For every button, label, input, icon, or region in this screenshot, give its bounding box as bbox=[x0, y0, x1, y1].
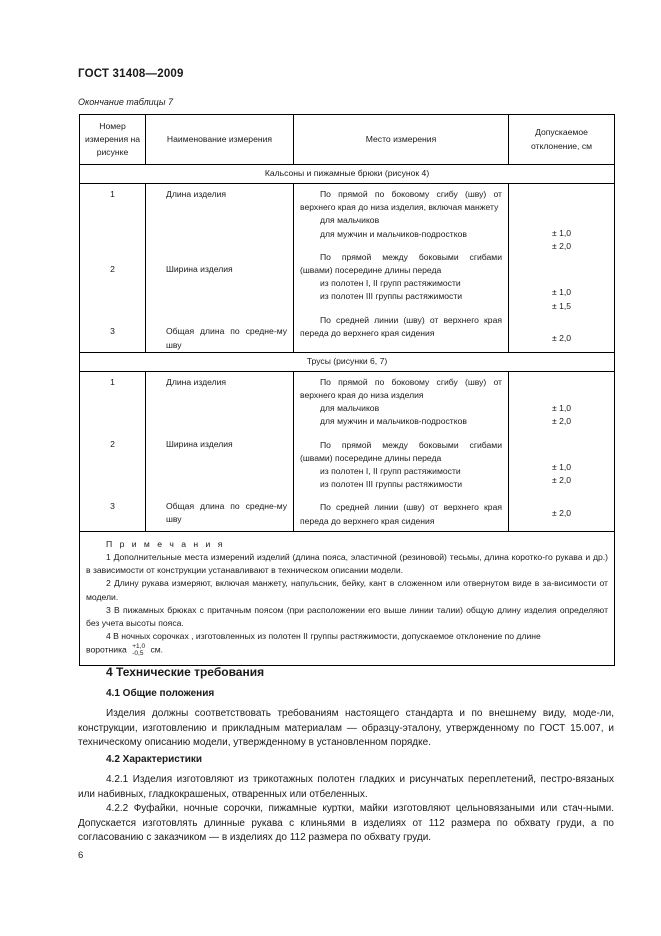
measure-subitem: из полотен III группы растяжимости bbox=[320, 291, 463, 302]
note-item: 3 В пижамных брюках с притачным поясом (при расположении его выше линии талии) общую длину изделия определяют без учета высоты пояса. bbox=[86, 604, 608, 629]
measure-number: 3 bbox=[110, 501, 115, 512]
tolerance: ± 2,0 bbox=[551, 416, 572, 427]
measure-number: 1 bbox=[110, 189, 115, 199]
measure-number: 1 bbox=[110, 376, 115, 387]
standard-header: ГОСТ 31408—2009 bbox=[78, 68, 184, 80]
note-item: 4 В ночных сорочках , изготовленных из полотен II группы растяжимости, допускаемое отклонение по длине bbox=[106, 631, 541, 642]
notes-title: П р и м е ч а н и я bbox=[106, 538, 225, 549]
measure-subitem: для мальчиков bbox=[320, 215, 380, 226]
page-number: 6 bbox=[78, 850, 84, 861]
table-header-row bbox=[80, 115, 615, 165]
tolerance: ± 2,0 bbox=[551, 332, 572, 343]
note-item: 1 Дополнительные места измерений изделий (длина пояса, эластичной (резиновой) тесьмы, длина коротко-го рукава и др.) в зависимости от конструкции устанавливают в техническом описании модели. bbox=[86, 552, 608, 576]
table-notes bbox=[80, 532, 614, 666]
section-title: Трусы (рисунки 6, 7) bbox=[80, 352, 615, 371]
table-caption: Окончание таблицы 7 bbox=[78, 97, 173, 107]
section-heading: 4 Технические требования bbox=[106, 665, 265, 679]
measure-subitem: для мальчиков bbox=[320, 403, 380, 414]
measure-number: 3 bbox=[110, 326, 115, 337]
note-item: 2 Длину рукава измеряют, включая манжету, напульсник, бейку, кант в сложенном или отвернутом виде в за-висимости от модели. bbox=[86, 578, 608, 602]
measure-place: По средней линии (шву) от верхнего края переда до верхнего края сидения bbox=[300, 314, 502, 338]
measure-name: Длина изделия bbox=[166, 376, 227, 387]
tolerance: ± 1,0 bbox=[551, 462, 572, 473]
paragraph: Изделия должны соответствовать требованиям настоящего стандарта и по внешнему виду, моде-ли, конструкции, изготовлению и прикладным материалам — образцу-эталону, утвержденному по ГОСТ 15.007, и техническому описанию модели, утвержденному в установленном порядке. bbox=[78, 708, 614, 748]
tolerance: ± 1,5 bbox=[551, 300, 572, 311]
measure-place: По прямой между боковыми сгибами (швами) посередине длины переда bbox=[300, 251, 502, 276]
tolerance-fraction: +1,0 -0,5 bbox=[132, 643, 146, 658]
measure-place: По прямой по боковому сгибу (шву) от верхнего края до низа изделия bbox=[300, 376, 502, 401]
table-row bbox=[80, 371, 615, 531]
measure-number: 2 bbox=[110, 439, 115, 450]
column-header: Допускаемое отклонение, см bbox=[509, 115, 615, 165]
notes-row bbox=[80, 531, 615, 666]
measure-name: Длина изделия bbox=[166, 189, 227, 199]
measure-place: По прямой по боковому сгибу (шву) от верхнего края до низа изделия, включая манжету bbox=[300, 189, 502, 213]
measure-subitem: для мужчин и мальчиков-подростков bbox=[320, 228, 467, 239]
measure-subitem: из полотен I, II групп растяжимости bbox=[320, 278, 461, 289]
column-header: Наименование измерения bbox=[146, 115, 294, 165]
measure-place: По прямой между боковыми сгибами (швами) посередине длины переда bbox=[300, 439, 502, 463]
measure-subitem: для мужчин и мальчиков-подростков bbox=[320, 416, 467, 427]
tolerance: ± 1,0 bbox=[551, 287, 572, 298]
measure-number: 2 bbox=[110, 264, 115, 275]
paragraph: 4.2.1 Изделия изготовляют из трикотажных полотен гладких и рисунчатых переплетений, пестро-вязаных или набивных, гладкокрашеных, отваренных или отбеленных. bbox=[78, 774, 614, 800]
subsection-heading: 4.1 Общие положения bbox=[106, 688, 215, 699]
tolerance: ± 2,0 bbox=[551, 475, 572, 486]
measure-name: Общая длина по средне-му шву bbox=[166, 326, 287, 350]
table-row bbox=[80, 184, 615, 353]
tolerance: ± 1,0 bbox=[551, 228, 572, 238]
tolerance: ± 1,0 bbox=[551, 402, 572, 413]
measure-place: По средней линии (шву) от верхнего края переда до верхнего края сидения bbox=[300, 502, 502, 526]
section-row bbox=[80, 352, 615, 371]
measure-subitem: из полотен III группы растяжимости bbox=[320, 479, 463, 490]
measure-name: Ширина изделия bbox=[166, 264, 233, 275]
note-item-continuation: воротника +1,0 -0,5 см. bbox=[86, 643, 164, 658]
measure-name: Общая длина по средне-му шву bbox=[166, 501, 287, 525]
tolerance: ± 2,0 bbox=[551, 241, 572, 252]
column-header: Номер измерения на рисунке bbox=[80, 115, 146, 165]
measurements-table bbox=[79, 114, 615, 666]
subsection-heading: 4.2 Характеристики bbox=[106, 754, 203, 765]
section-row bbox=[80, 165, 615, 184]
paragraph: 4.2.2 Фуфайки, ночные сорочки, пижамные куртки, майки изготовляют цельновязаными или стач-ными. Допускается изготовлять длинные рукава с клиньями в изделиях от 112 размера по обхвату груди, а по согласованию с заказчиком — в изделиях до 112 размера по обхвату груди. bbox=[78, 803, 614, 843]
column-header: Место измерения bbox=[294, 115, 509, 165]
measure-subitem: из полотен I, II групп растяжимости bbox=[320, 466, 461, 477]
section-title: Кальсоны и пижамные брюки (рисунок 4) bbox=[80, 165, 615, 184]
measure-name: Ширина изделия bbox=[166, 439, 233, 450]
tolerance: ± 2,0 bbox=[551, 507, 572, 518]
